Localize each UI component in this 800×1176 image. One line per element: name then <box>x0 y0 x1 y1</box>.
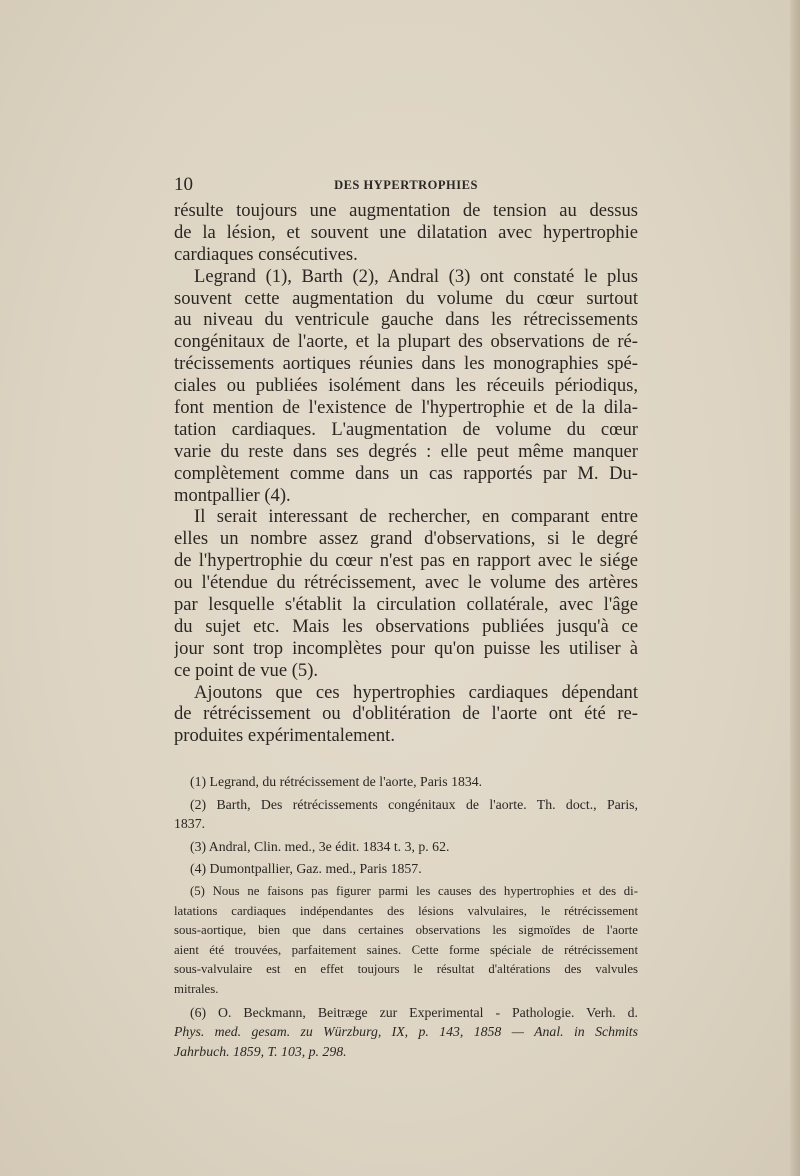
body-line: complètement comme dans un cas rapportés par M. Du- <box>174 462 638 484</box>
body-line: Ajoutons que ces hypertrophies cardiaques dépendant <box>194 681 638 703</box>
body-line: par lesquelle s'établit la circulation collatérale, avec l'âge <box>174 594 638 616</box>
body-line: elles un nombre assez grand d'observations, si le degré <box>174 528 638 550</box>
footnote-line: (5) Nous ne faisons pas figurer parmi les causes des hypertrophies et des di- <box>190 883 638 898</box>
page-edge <box>790 0 800 1176</box>
body-line: ou l'étendue du rétrécissement, avec le volume des artères <box>174 572 638 594</box>
footnote-line: (4) Dumontpallier, Gaz. med., Paris 1857. <box>190 861 422 877</box>
body-line: de l'hypertrophie du cœur n'est pas en rapport avec le siége <box>174 550 638 572</box>
body-line: Legrand (1), Barth (2), Andral (3) ont constaté le plus <box>194 265 638 287</box>
body-line: ce point de vue (5). <box>174 659 319 681</box>
footnote-line: (1) Legrand, du rétrécissement de l'aorte, Paris 1834. <box>190 774 483 789</box>
footnote-line: latations cardiaques indépendantes des lésions valvulaires, le rétrécissement <box>174 903 638 918</box>
footnote-line: Jahrbuch. 1859, T. 103, p. 298. <box>174 1043 347 1059</box>
body-line: congénitaux de l'aorte, et la plupart des observations de ré- <box>174 331 638 353</box>
footnotes <box>174 772 638 1061</box>
footnote-line: (2) Barth, Des rétrécissements congénitaux de l'aorte. Th. doct., Paris, <box>190 796 638 812</box>
body-line: souvent cette augmentation du volume du cœur surtout <box>174 287 638 309</box>
footnote-line: mitrales. <box>174 981 219 996</box>
body-line: de la lésion, et souvent une dilatation avec hypertrophie <box>174 221 638 243</box>
body-text <box>174 200 638 747</box>
footnote-line: sous-valvulaire est en effet toujours le résultat d'altérations des valvules <box>174 962 638 977</box>
footnote-line: sous-aortique, bien que dans certaines observations les sigmoïdes de l'aorte <box>174 923 638 938</box>
body-line: au niveau du ventricule gauche dans les rétrecissements <box>174 309 638 331</box>
body-line: trécissements aortiques réunies dans les monographies spé- <box>174 353 638 375</box>
body-line: de rétrécissement ou d'oblitération de l'aorte ont été re- <box>174 703 638 725</box>
footnote-line: (6) O. Beckmann, Beitræge zur Experimental - Pathologie. Verh. d. <box>190 1004 638 1020</box>
body-line: Il serait interessant de rechercher, en comparant entre <box>194 506 638 528</box>
page-header <box>174 174 638 196</box>
body-line: font mention de l'existence de l'hypertrophie et de la dila- <box>174 397 638 419</box>
body-line: montpallier (4). <box>174 484 291 506</box>
page-number: 10 <box>174 174 193 195</box>
body-line: cardiaques consécutives. <box>174 243 358 265</box>
footnote-line: 1837. <box>174 816 206 832</box>
footnote-line: Phys. med. gesam. zu Würzburg, IX, p. 143, 1858 — Anal. in Schmits <box>174 1024 638 1040</box>
footnote-line: aient été trouvées, parfaitement saines. Cette forme spéciale de rétrécissement <box>174 942 638 957</box>
body-line: du sujet etc. Mais les observations publiées jusqu'à ce <box>174 615 638 637</box>
running-head: DES HYPERTROPHIES <box>334 178 478 192</box>
body-line: produites expérimentalement. <box>174 725 395 747</box>
body-line: jour sont trop incomplètes pour qu'on puisse les utiliser à <box>174 637 638 659</box>
body-line: tation cardiaques. L'augmentation de volume du cœur <box>174 418 638 440</box>
body-line: varie du reste dans ses degrés : elle peut même manquer <box>174 440 638 462</box>
body-line: ciales ou publiées isolément dans les réceuils périodiqus, <box>174 375 638 397</box>
body-line: résulte toujours une augmentation de tension au dessus <box>174 200 638 221</box>
footnote-line: (3) Andral, Clin. med., 3e édit. 1834 t. 3, p. 62. <box>190 838 450 854</box>
